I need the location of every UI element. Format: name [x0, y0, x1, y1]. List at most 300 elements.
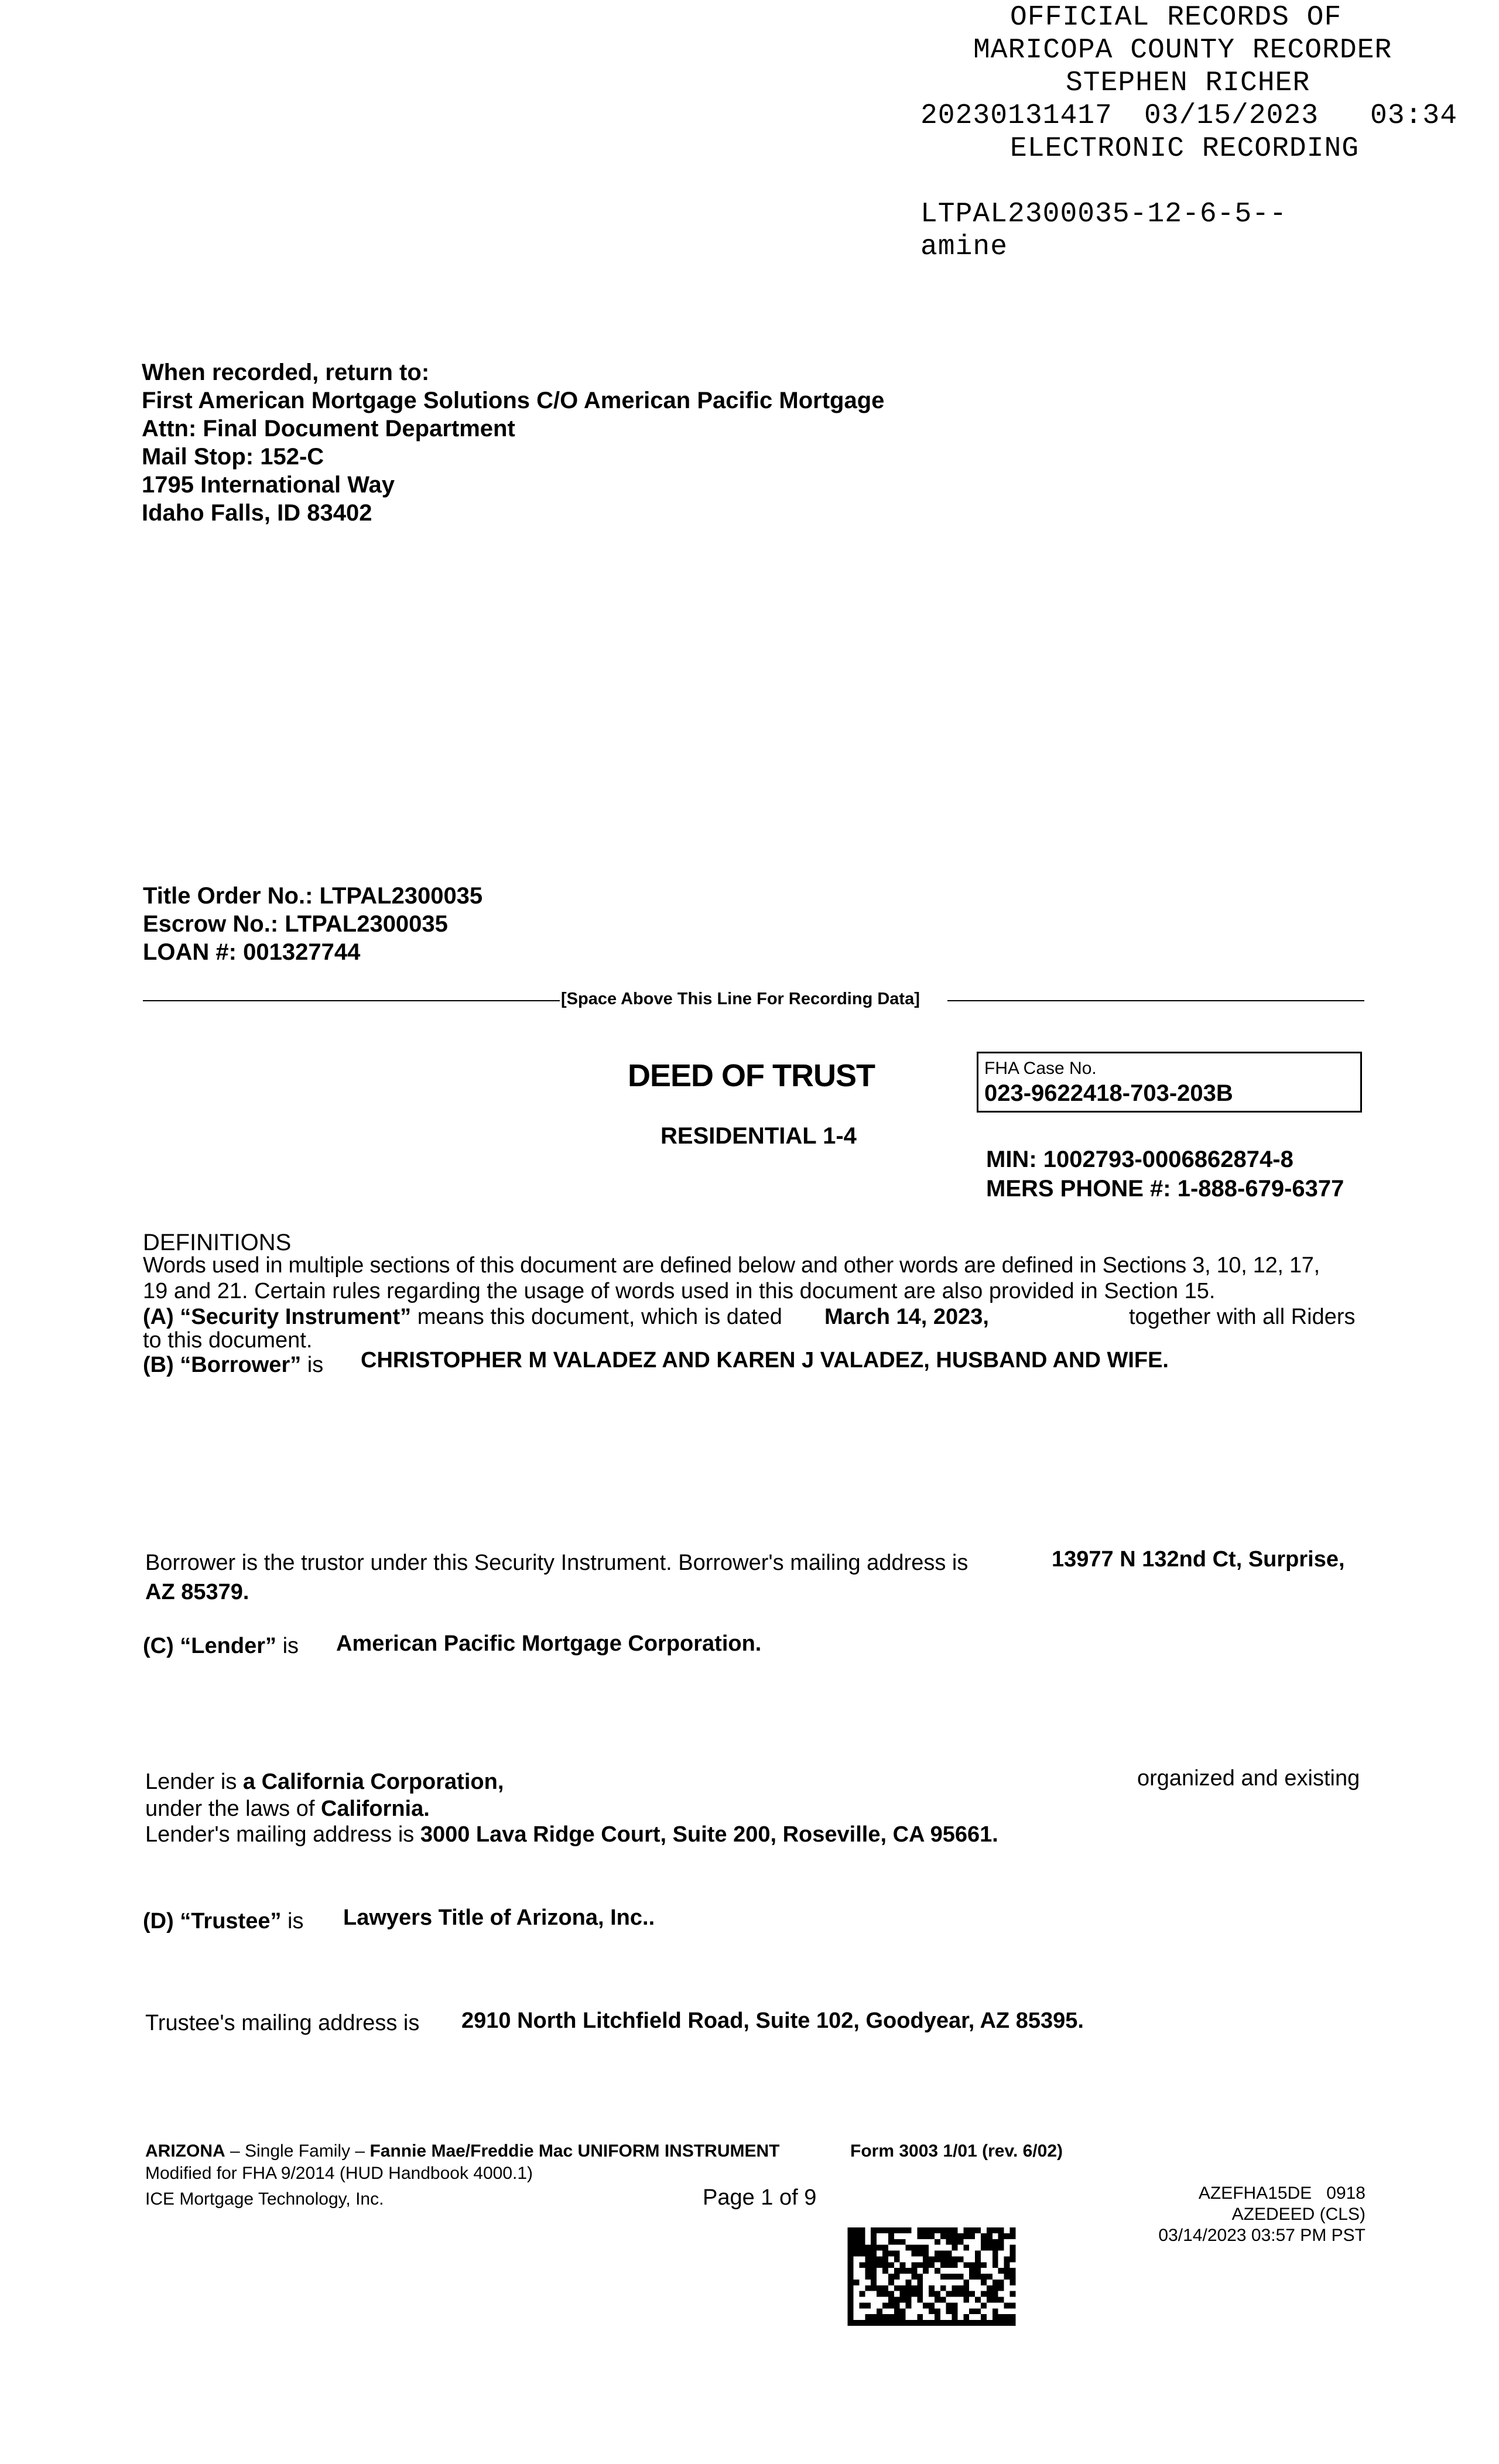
barcode-cell — [935, 2227, 940, 2233]
barcode-cell — [975, 2251, 981, 2257]
barcode-cell — [935, 2256, 940, 2262]
barcode-cell — [917, 2251, 923, 2257]
barcode-cell — [848, 2314, 854, 2320]
barcode-cell — [917, 2297, 923, 2303]
barcode-cell — [888, 2291, 894, 2297]
barcode-cell — [882, 2320, 888, 2326]
barcode-cell — [877, 2256, 882, 2262]
definition-d-label: (D) “Trustee” — [143, 1909, 282, 1933]
barcode-cell — [963, 2297, 969, 2303]
barcode-cell — [952, 2302, 958, 2308]
barcode-cell — [877, 2320, 882, 2326]
barcode-cell — [952, 2308, 958, 2314]
definitions-intro-line-1: Words used in multiple sections of this document are defined below and other words are defined in Sections 3, 10, 12, 17, — [143, 1253, 1320, 1278]
barcode-cell — [888, 2251, 894, 2257]
barcode-cell — [848, 2280, 854, 2285]
barcode-cell — [993, 2314, 998, 2320]
footer-timestamp: 03/14/2023 03:57 PM PST — [1158, 2226, 1365, 2245]
barcode-cell — [911, 2245, 917, 2251]
barcode-cell — [871, 2274, 877, 2280]
barcode-cell — [900, 2297, 906, 2303]
definition-a-line-2: to this document. — [143, 1328, 313, 1353]
lender-state: California. — [320, 1796, 430, 1821]
barcode-cell — [987, 2291, 993, 2297]
barcode-cell — [854, 2320, 860, 2326]
barcode-cell — [894, 2314, 900, 2320]
stamp-line-5: ELECTRONIC RECORDING — [1010, 133, 1360, 165]
barcode-cell — [894, 2227, 900, 2233]
barcode-cell — [1009, 2314, 1015, 2320]
trustee-name: Lawyers Title of Arizona, Inc.. — [343, 1905, 655, 1930]
barcode-cell — [963, 2280, 969, 2285]
document-title: DEED OF TRUST — [628, 1058, 875, 1093]
barcode-cell — [917, 2227, 923, 2233]
barcode-cell — [946, 2320, 952, 2326]
barcode-cell — [987, 2285, 993, 2291]
definition-c — [143, 1633, 299, 1659]
barcode-icon — [847, 2227, 1017, 2326]
barcode-cell — [894, 2239, 900, 2245]
barcode-cell — [957, 2239, 963, 2245]
barcode-cell — [969, 2268, 975, 2274]
stamp-date: 03/15/2023 — [1144, 100, 1319, 132]
barcode-cell — [865, 2262, 871, 2268]
barcode-cell — [935, 2291, 940, 2297]
document-subtitle: RESIDENTIAL 1-4 — [660, 1123, 857, 1149]
barcode-cell — [935, 2251, 940, 2257]
barcode-cell — [906, 2297, 912, 2303]
recording-data-note: [Space Above This Line For Recording Data] — [561, 990, 920, 1008]
return-to-heading: When recorded, return to: — [142, 360, 430, 385]
barcode-cell — [911, 2262, 917, 2268]
barcode-cell — [1009, 2274, 1015, 2280]
barcode-cell — [859, 2251, 865, 2257]
barcode-cell — [987, 2239, 993, 2245]
barcode-cell — [848, 2256, 854, 2262]
borrower-names: CHRISTOPHER M VALADEZ AND KAREN J VALADEZ, HUSBAND AND WIFE. — [361, 1348, 1169, 1373]
order-info — [143, 882, 846, 966]
barcode-cell — [952, 2285, 958, 2291]
trustee-address: 2910 North Litchfield Road, Suite 102, Goodyear, AZ 85395. — [461, 2008, 1084, 2033]
barcode-cell — [888, 2302, 894, 2308]
barcode-cell — [906, 2302, 912, 2308]
barcode-cell — [987, 2320, 993, 2326]
barcode-cell — [1009, 2233, 1015, 2239]
barcode-cell — [981, 2291, 987, 2297]
barcode-cell — [1004, 2268, 1010, 2274]
stamp-line-1: OFFICIAL RECORDS OF — [1010, 2, 1342, 33]
barcode-cell — [900, 2314, 906, 2320]
lender-laws — [145, 1795, 430, 1822]
barcode-cell — [975, 2262, 981, 2268]
barcode-cell — [981, 2320, 987, 2326]
definitions-intro-line-2: 19 and 21. Certain rules regarding the usage of words used in this document are also provided in Section 15. — [143, 1279, 1216, 1303]
barcode-cell — [854, 2233, 860, 2239]
barcode-cell — [894, 2268, 900, 2274]
barcode-cell — [993, 2280, 998, 2285]
barcode-cell — [993, 2308, 998, 2314]
barcode-cell — [871, 2285, 877, 2291]
barcode-cell — [848, 2245, 854, 2251]
barcode-cell — [993, 2285, 998, 2291]
barcode-cell — [935, 2239, 940, 2245]
definitions-heading: DEFINITIONS — [143, 1230, 292, 1255]
barcode-cell — [981, 2233, 987, 2239]
barcode-cell — [981, 2262, 987, 2268]
barcode-cell — [929, 2320, 935, 2326]
barcode-cell — [917, 2314, 923, 2320]
barcode-cell — [917, 2245, 923, 2251]
definition-a-tail: together with all Riders — [1129, 1305, 1356, 1329]
barcode-cell — [906, 2280, 912, 2285]
barcode-cell — [865, 2320, 871, 2326]
barcode-cell — [900, 2239, 906, 2245]
footer-modified: Modified for FHA 9/2014 (HUD Handbook 4000.1) — [145, 2164, 533, 2183]
recording-line-left — [143, 1000, 560, 1001]
barcode-cell — [888, 2297, 894, 2303]
barcode-cell — [975, 2274, 981, 2280]
return-to-line-1: First American Mortgage Solutions C/O American Pacific Mortgage — [142, 388, 885, 413]
stamp-ref-line-2: amine — [920, 231, 1008, 263]
barcode-cell — [923, 2251, 929, 2257]
barcode-cell — [871, 2320, 877, 2326]
barcode-cell — [911, 2274, 917, 2280]
barcode-cell — [946, 2239, 952, 2245]
barcode-cell — [975, 2320, 981, 2326]
barcode-cell — [848, 2233, 854, 2239]
escrow-number: Escrow No.: LTPAL2300035 — [143, 911, 448, 937]
barcode-cell — [946, 2274, 952, 2280]
barcode-cell — [906, 2285, 912, 2291]
footer-instrument: Fannie Mae/Freddie Mac UNIFORM INSTRUMENT — [369, 2141, 780, 2161]
barcode-cell — [865, 2314, 871, 2320]
barcode-cell — [871, 2262, 877, 2268]
barcode-cell — [859, 2320, 865, 2326]
barcode-cell — [917, 2320, 923, 2326]
barcode-cell — [952, 2262, 958, 2268]
footer-codes — [1101, 2183, 1365, 2246]
barcode-cell — [1004, 2256, 1010, 2262]
barcode-cell — [998, 2314, 1004, 2320]
barcode-cell — [900, 2308, 906, 2314]
barcode-cell — [957, 2320, 963, 2326]
barcode-cell — [975, 2256, 981, 2262]
barcode-cell — [929, 2291, 935, 2297]
recording-line-right — [947, 1000, 1364, 1001]
barcode-cell — [865, 2268, 871, 2274]
barcode-cell — [940, 2227, 946, 2233]
barcode-cell — [877, 2245, 882, 2251]
barcode-cell — [1009, 2245, 1015, 2251]
barcode-cell — [963, 2262, 969, 2268]
barcode-cell — [993, 2245, 998, 2251]
footer-code-2: AZEDEED (CLS) — [1231, 2205, 1365, 2224]
barcode-cell — [963, 2245, 969, 2251]
definition-d-is: is — [288, 1909, 304, 1933]
barcode-cell — [935, 2320, 940, 2326]
barcode-cell — [1009, 2280, 1015, 2285]
barcode-cell — [871, 2314, 877, 2320]
barcode-cell — [981, 2280, 987, 2285]
barcode-cell — [952, 2227, 958, 2233]
stamp-time: 03:34 — [1370, 100, 1458, 132]
barcode-cell — [975, 2268, 981, 2274]
barcode-cell — [946, 2233, 952, 2239]
barcode-cell — [993, 2297, 998, 2303]
barcode-cell — [894, 2302, 900, 2308]
barcode-cell — [940, 2297, 946, 2303]
barcode-cell — [952, 2314, 958, 2320]
barcode-cell — [882, 2285, 888, 2291]
barcode-cell — [1004, 2302, 1010, 2308]
barcode-cell — [906, 2291, 912, 2297]
barcode-cell — [906, 2320, 912, 2326]
stamp-line-3: STEPHEN RICHER — [1066, 67, 1310, 99]
barcode-cell — [940, 2285, 946, 2291]
barcode-cell — [900, 2227, 906, 2233]
barcode-cell — [957, 2291, 963, 2297]
barcode-cell — [888, 2280, 894, 2285]
barcode-cell — [969, 2291, 975, 2297]
barcode-cell — [871, 2251, 877, 2257]
barcode-cell — [882, 2256, 888, 2262]
title-order-number: Title Order No.: LTPAL2300035 — [143, 883, 483, 909]
barcode-cell — [871, 2227, 877, 2233]
borrower-address-line-2: AZ 85379. — [145, 1580, 249, 1604]
barcode-cell — [923, 2320, 929, 2326]
barcode-cell — [848, 2308, 854, 2314]
barcode-cell — [882, 2302, 888, 2308]
barcode-cell — [993, 2227, 998, 2233]
barcode-cell — [882, 2245, 888, 2251]
barcode-cell — [969, 2233, 975, 2239]
definition-c-is: is — [282, 1634, 299, 1658]
barcode-cell — [993, 2251, 998, 2257]
definition-c-label: (C) “Lender” — [143, 1634, 276, 1658]
barcode-cell — [877, 2291, 882, 2297]
barcode-cell — [1009, 2268, 1015, 2274]
barcode-cell — [917, 2280, 923, 2285]
barcode-cell — [963, 2291, 969, 2297]
lender-address-value: 3000 Lava Ridge Court, Suite 200, Roseville, CA 95661. — [420, 1822, 998, 1847]
barcode-cell — [871, 2256, 877, 2262]
footer-state: ARIZONA — [145, 2141, 225, 2161]
barcode-cell — [993, 2291, 998, 2297]
barcode-cell — [917, 2274, 923, 2280]
barcode-cell — [957, 2285, 963, 2291]
barcode-cell — [981, 2314, 987, 2320]
barcode-cell — [900, 2268, 906, 2274]
barcode-cell — [894, 2256, 900, 2262]
barcode-cell — [859, 2227, 865, 2233]
barcode-cell — [987, 2227, 993, 2233]
barcode-cell — [871, 2280, 877, 2285]
barcode-cell — [888, 2233, 894, 2239]
barcode-cell — [888, 2239, 894, 2245]
lender-type: a California Corporation, — [242, 1770, 504, 1794]
barcode-cell — [969, 2262, 975, 2268]
barcode-cell — [940, 2233, 946, 2239]
barcode-cell — [877, 2262, 882, 2268]
barcode-cell — [1009, 2320, 1015, 2326]
barcode-cell — [917, 2233, 923, 2239]
definition-b — [143, 1351, 323, 1378]
barcode-cell — [929, 2308, 935, 2314]
barcode-cell — [877, 2285, 882, 2291]
barcode-cell — [848, 2227, 854, 2233]
barcode-cell — [906, 2227, 912, 2233]
barcode-cell — [981, 2302, 987, 2308]
barcode-cell — [854, 2245, 860, 2251]
barcode-cell — [940, 2320, 946, 2326]
barcode-cell — [969, 2308, 975, 2314]
fha-case-label: FHA Case No. — [984, 1059, 1097, 1078]
barcode-cell — [882, 2268, 888, 2274]
barcode-cell — [946, 2302, 952, 2308]
definition-d — [143, 1908, 304, 1935]
lender-is-text: Lender is — [145, 1770, 237, 1794]
footer-vendor: ICE Mortgage Technology, Inc. — [145, 2189, 384, 2209]
barcode-cell — [975, 2297, 981, 2303]
barcode-cell — [998, 2227, 1004, 2233]
barcode-cell — [911, 2251, 917, 2257]
barcode-cell — [888, 2274, 894, 2280]
barcode-cell — [987, 2245, 993, 2251]
barcode-cell — [882, 2314, 888, 2320]
barcode-cell — [906, 2245, 912, 2251]
barcode-cell — [900, 2291, 906, 2297]
barcode-cell — [911, 2291, 917, 2297]
barcode-cell — [882, 2291, 888, 2297]
barcode-cell — [935, 2308, 940, 2314]
barcode-cell — [929, 2227, 935, 2233]
barcode-cell — [981, 2245, 987, 2251]
page-number: Page 1 of 9 — [703, 2185, 817, 2210]
barcode-cell — [981, 2239, 987, 2245]
barcode-cell — [998, 2320, 1004, 2326]
barcode-cell — [888, 2262, 894, 2268]
barcode-cell — [1004, 2274, 1010, 2280]
barcode-cell — [865, 2274, 871, 2280]
barcode-cell — [940, 2274, 946, 2280]
barcode-cell — [911, 2285, 917, 2291]
stamp-doc-number: 20230131417 — [920, 100, 1113, 132]
borrower-trustor-text: Borrower is the trustor under this Security Instrument. Borrower's mailing address is — [145, 1551, 968, 1575]
barcode-cell — [848, 2274, 854, 2280]
definition-b-label: (B) “Borrower” — [143, 1353, 302, 1377]
barcode-cell — [1004, 2314, 1010, 2320]
lender-is — [145, 1768, 504, 1795]
barcode-cell — [952, 2291, 958, 2297]
definition-b-is: is — [307, 1353, 324, 1377]
barcode-cell — [900, 2285, 906, 2291]
barcode-cell — [969, 2274, 975, 2280]
barcode-cell — [923, 2233, 929, 2239]
barcode-cell — [998, 2285, 1004, 2291]
barcode-cell — [946, 2227, 952, 2233]
barcode-cell — [848, 2268, 854, 2274]
barcode-cell — [998, 2239, 1004, 2245]
barcode-cell — [888, 2320, 894, 2326]
barcode-cell — [957, 2274, 963, 2280]
barcode-cell — [940, 2256, 946, 2262]
barcode-cell — [871, 2245, 877, 2251]
barcode-cell — [865, 2285, 871, 2291]
barcode-cell — [865, 2251, 871, 2257]
barcode-cell — [952, 2256, 958, 2262]
return-to-line-5: Idaho Falls, ID 83402 — [142, 500, 372, 526]
barcode-cell — [981, 2274, 987, 2280]
barcode-cell — [975, 2308, 981, 2314]
barcode-cell — [911, 2320, 917, 2326]
stamp-ref-line-1: LTPAL2300035-12-6-5-- — [920, 199, 1287, 230]
barcode-cell — [877, 2308, 882, 2314]
loan-number: LOAN #: 001327744 — [143, 939, 361, 965]
barcode-cell — [952, 2274, 958, 2280]
barcode-cell — [854, 2227, 860, 2233]
barcode-cell — [854, 2251, 860, 2257]
barcode-cell — [848, 2262, 854, 2268]
barcode-cell — [848, 2239, 854, 2245]
barcode-cell — [923, 2245, 929, 2251]
barcode-cell — [1004, 2233, 1010, 2239]
fha-case-number: 023-9622418-703-203B — [984, 1080, 1233, 1106]
barcode-cell — [963, 2227, 969, 2233]
barcode-cell — [940, 2262, 946, 2268]
barcode-cell — [894, 2297, 900, 2303]
barcode-cell — [952, 2239, 958, 2245]
barcode-cell — [998, 2233, 1004, 2239]
barcode-cell — [929, 2233, 935, 2239]
barcode-cell — [859, 2245, 865, 2251]
barcode-cell — [882, 2227, 888, 2233]
barcode-cell — [923, 2302, 929, 2308]
barcode-cell — [998, 2268, 1004, 2274]
barcode-cell — [963, 2320, 969, 2326]
barcode-cell — [935, 2297, 940, 2303]
barcode-cell — [946, 2308, 952, 2314]
barcode-cell — [946, 2251, 952, 2257]
barcode-cell — [871, 2268, 877, 2274]
barcode-cell — [900, 2262, 906, 2268]
barcode-cell — [923, 2268, 929, 2274]
barcode-cell — [993, 2320, 998, 2326]
barcode-cell — [900, 2320, 906, 2326]
barcode-cell — [923, 2256, 929, 2262]
footer-single-family: – Single Family – — [225, 2141, 370, 2161]
barcode-cell — [859, 2291, 865, 2297]
fha-case-box — [977, 1052, 1362, 1113]
barcode-cell — [929, 2302, 935, 2308]
barcode-cell — [1004, 2262, 1010, 2268]
barcode-cell — [894, 2251, 900, 2257]
barcode-cell — [998, 2297, 1004, 2303]
barcode-cell — [935, 2314, 940, 2320]
barcode-cell — [987, 2274, 993, 2280]
barcode-cell — [923, 2227, 929, 2233]
barcode-cell — [917, 2262, 923, 2268]
barcode-cell — [865, 2245, 871, 2251]
barcode-cell — [952, 2233, 958, 2239]
barcode-cell — [1009, 2256, 1015, 2262]
barcode-cell — [1009, 2227, 1015, 2233]
barcode-cell — [929, 2285, 935, 2291]
barcode-cell — [894, 2320, 900, 2326]
barcode-cell — [929, 2262, 935, 2268]
lender-address — [145, 1821, 998, 1848]
definition-a-label: (A) “Security Instrument” — [143, 1305, 412, 1329]
footer-code-1: AZEFHA15DE 0918 — [1198, 2184, 1365, 2203]
